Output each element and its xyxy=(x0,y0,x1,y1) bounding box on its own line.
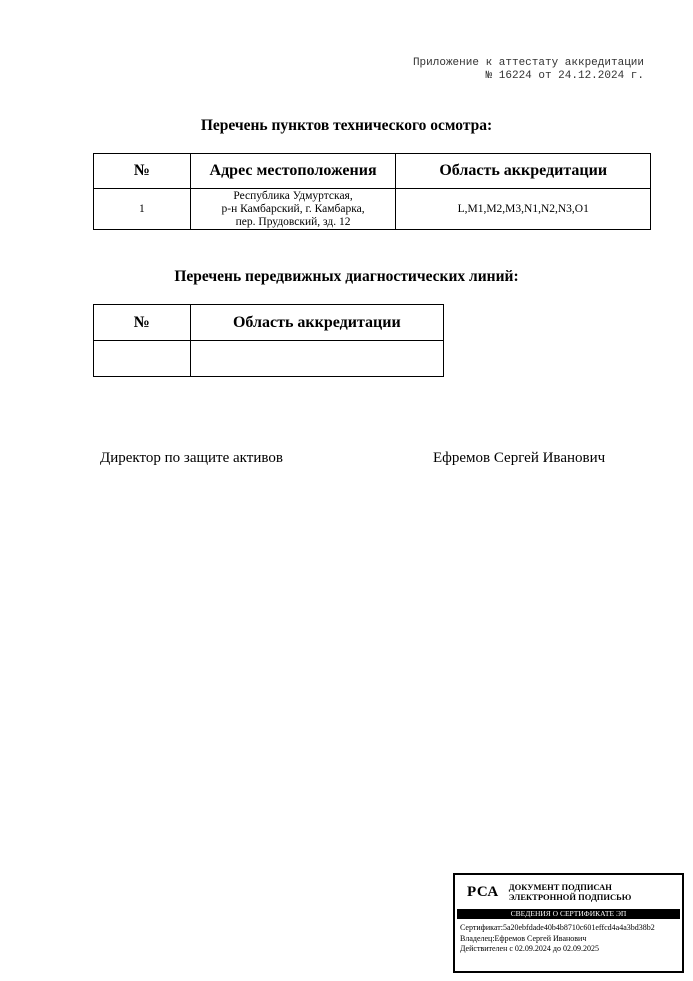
attachment-note xyxy=(413,57,644,83)
rsa-logo: РСА xyxy=(467,883,499,900)
column-header-scope: Область аккредитации xyxy=(396,154,651,189)
attachment-note-line1: Приложение к аттестату аккредитации xyxy=(412,57,644,69)
table-header-row xyxy=(94,154,651,189)
e-signature-stamp xyxy=(453,873,684,973)
address-line: р-н Камбарский, г. Камбарка, xyxy=(221,202,365,215)
row-number: 1 xyxy=(94,189,191,230)
attachment-note-line2: № 16224 от 24.12.2024 г. xyxy=(485,70,644,82)
stamp-bar: СВЕДЕНИЯ О СЕРТИФИКАТЕ ЭП xyxy=(457,909,680,919)
stamp-title-line2: ЭЛЕКТРОННОЙ ПОДПИСЬЮ xyxy=(508,892,632,902)
column-header-number: № xyxy=(94,305,191,341)
stamp-title xyxy=(509,882,632,902)
inspection-points-title: Перечень пунктов технического осмотра: xyxy=(200,117,493,134)
row-scope xyxy=(190,341,443,377)
table-header-row xyxy=(94,305,444,341)
inspection-points-table xyxy=(93,153,651,230)
stamp-certificate: Сертификат:5a20ebfdade40b4b8710c601effcd4a4a3bd38b2 xyxy=(460,923,655,932)
column-header-scope: Область аккредитации xyxy=(190,305,443,341)
mobile-lines-title: Перечень передвижных диагностических линий: xyxy=(174,268,519,285)
address-line: пер. Прудовский, зд. 12 xyxy=(235,215,351,228)
row-number xyxy=(94,341,191,377)
stamp-owner: Владелец:Ефремов Сергей Иванович xyxy=(460,933,587,943)
row-address xyxy=(190,189,396,230)
table-row xyxy=(94,189,651,230)
stamp-validity: Действителен с 02.09.2024 до 02.09.2025 xyxy=(460,944,599,953)
signatory-name: Ефремов Сергей Иванович xyxy=(433,450,606,466)
stamp-title-line1: ДОКУМЕНТ ПОДПИСАН xyxy=(508,882,612,892)
column-header-address: Адрес местоположения xyxy=(190,154,396,189)
address-line: Республика Удмуртская, xyxy=(233,189,353,202)
signatory-role: Директор по защите активов xyxy=(100,450,283,466)
row-scope: L,M1,M2,M3,N1,N2,N3,O1 xyxy=(396,189,651,230)
table-row xyxy=(94,341,444,377)
mobile-lines-table xyxy=(93,304,444,377)
column-header-number: № xyxy=(94,154,191,189)
